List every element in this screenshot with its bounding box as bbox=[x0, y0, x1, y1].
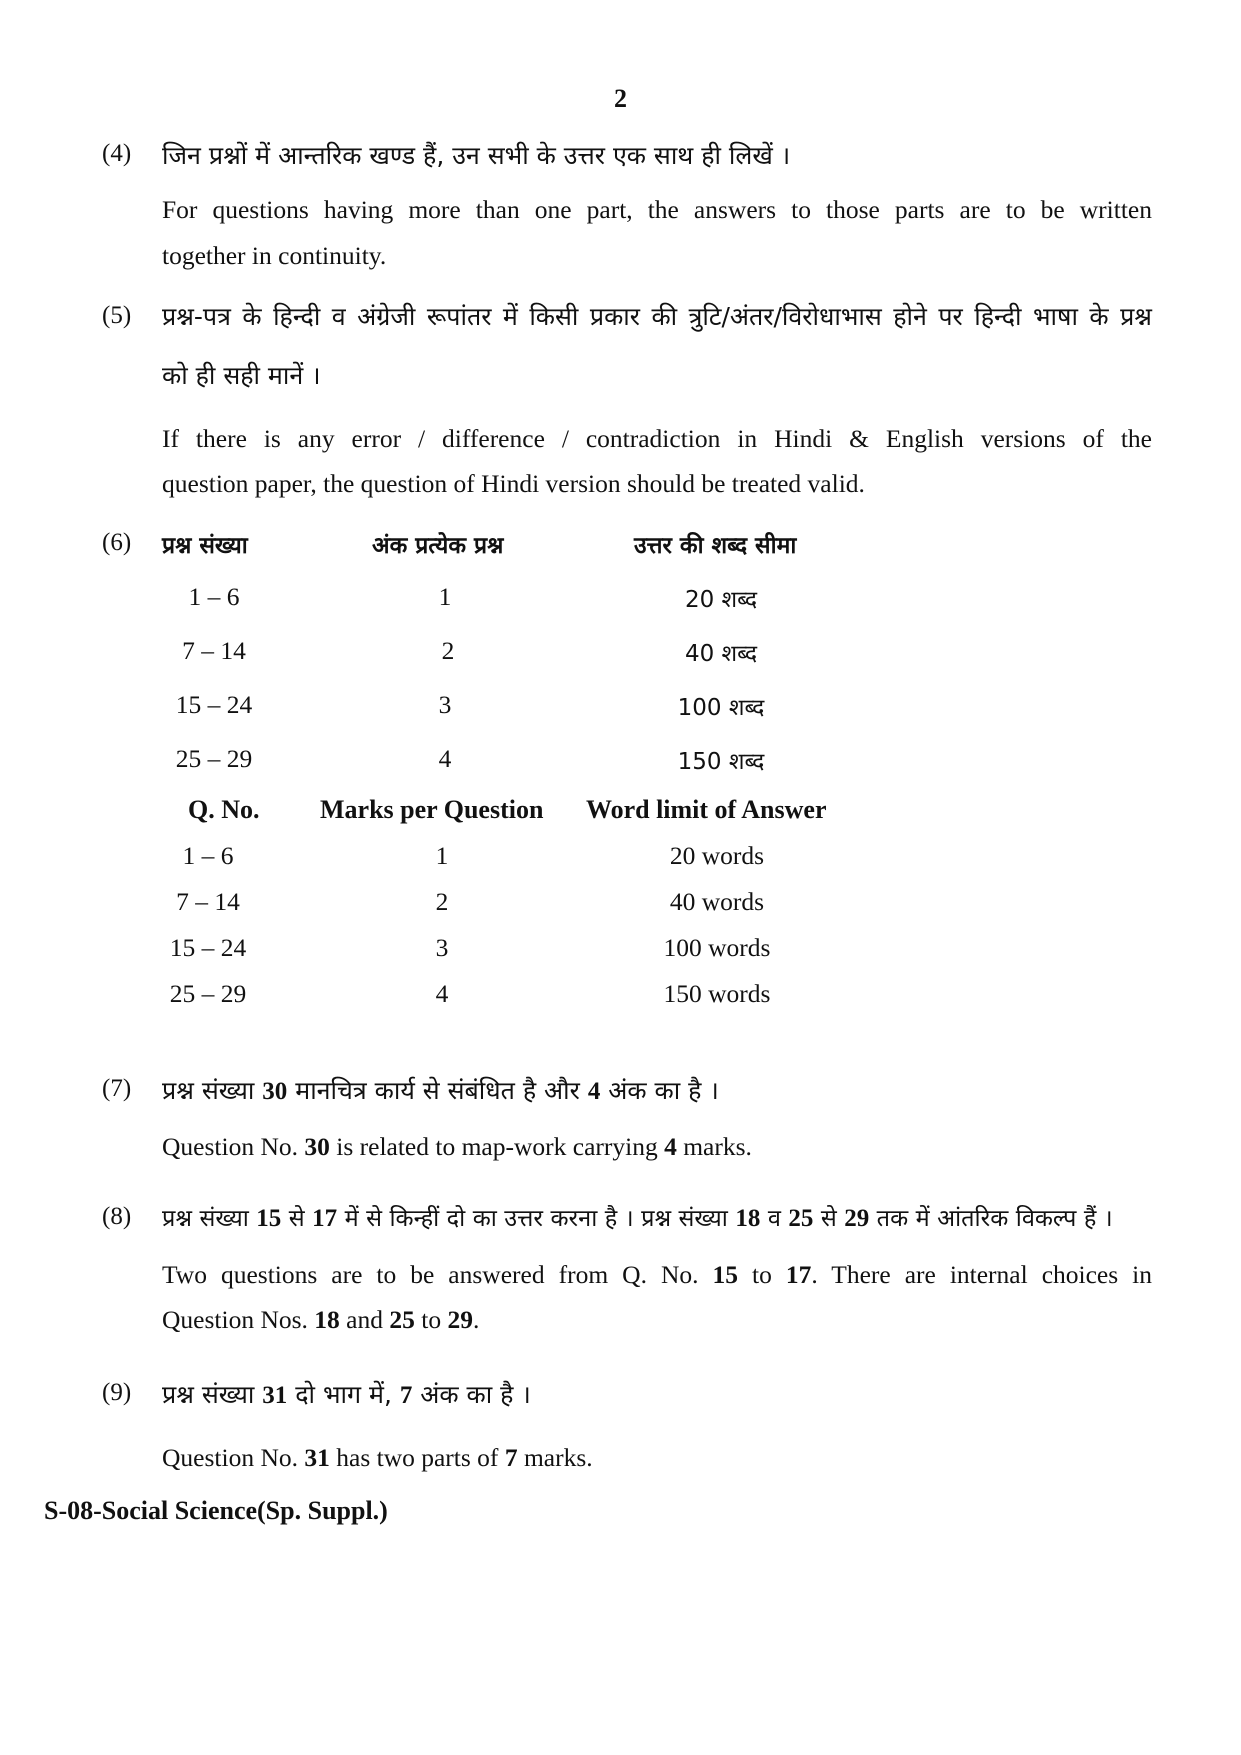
item-number-6: (6) bbox=[102, 529, 132, 556]
text-run: अंक का है । bbox=[600, 1076, 719, 1105]
english-row-2-marks: 2 bbox=[435, 887, 449, 916]
hindi-row-3-marks: 3 bbox=[438, 690, 452, 719]
text-run: has two parts of bbox=[329, 1443, 505, 1472]
english-row-4-limit: 150 words bbox=[663, 979, 771, 1008]
bold-number: 15 bbox=[256, 1205, 282, 1232]
item-7-english bbox=[162, 1132, 752, 1162]
bold-number: 7 bbox=[399, 1382, 413, 1409]
bold-number: 17 bbox=[312, 1205, 338, 1232]
item-5-hindi-line1: प्रश्न-पत्र के हिन्दी व अंग्रेजी रूपांतर में किसी प्रकार की त्रुटि/अंतर/विरोधाभास होने पर हिन्दी भाषा के प्रश्न bbox=[162, 302, 1152, 331]
item-5-english-line2: question paper, the question of Hindi version should be treated valid. bbox=[162, 469, 865, 498]
hindi-row-4-qno: 25 – 29 bbox=[175, 744, 253, 773]
text-run: to bbox=[737, 1260, 786, 1289]
bold-number: 30 bbox=[304, 1132, 330, 1161]
bold-number: 4 bbox=[664, 1132, 677, 1161]
text-run: Two questions are to be answered from Q. No. bbox=[162, 1260, 713, 1289]
text-run: and bbox=[339, 1305, 390, 1334]
bold-number: 31 bbox=[262, 1382, 288, 1409]
text-run: अंक का है । bbox=[412, 1380, 531, 1409]
english-row-3-qno: 15 – 24 bbox=[169, 933, 247, 962]
text-run: प्रश्न संख्या bbox=[162, 1076, 263, 1105]
item-9-english bbox=[162, 1443, 593, 1473]
english-row-4-marks: 4 bbox=[435, 979, 449, 1008]
text-run: to bbox=[414, 1305, 448, 1334]
item-4-hindi: जिन प्रश्नों में आन्तरिक खण्ड हैं, उन सभी के उत्तर एक साथ ही लिखें । bbox=[162, 141, 791, 170]
page-number: 2 bbox=[614, 84, 627, 113]
hindi-row-3-limit: 100 शब्द bbox=[677, 695, 765, 721]
hindi-row-2-marks: 2 bbox=[441, 636, 455, 665]
bold-number: 17 bbox=[785, 1260, 812, 1289]
item-5-english-line1: If there is any error / difference / contradiction in Hindi & English versions of the bbox=[162, 424, 1152, 453]
text-run: . There are internal choices in bbox=[811, 1260, 1152, 1289]
bold-number: 31 bbox=[304, 1443, 330, 1472]
text-run: is related to map-work carrying bbox=[329, 1132, 665, 1161]
english-row-4-qno: 25 – 29 bbox=[169, 979, 247, 1008]
text-run: Question No. bbox=[162, 1443, 305, 1472]
english-row-3-marks: 3 bbox=[435, 933, 449, 962]
text-run: प्रश्न संख्या bbox=[162, 1380, 263, 1409]
hindi-table-header-qno: प्रश्न संख्या bbox=[162, 533, 248, 559]
hindi-row-1-marks: 1 bbox=[438, 582, 452, 611]
item-number-7: (7) bbox=[102, 1075, 132, 1102]
text-run: प्रश्न संख्या bbox=[162, 1204, 257, 1232]
hindi-row-1-limit: 20 शब्द bbox=[684, 587, 758, 613]
english-row-1-marks: 1 bbox=[435, 841, 449, 870]
hindi-row-1-qno: 1 – 6 bbox=[188, 582, 240, 611]
item-9-hindi bbox=[162, 1377, 531, 1411]
english-table-header-marks: Marks per Question bbox=[320, 795, 544, 824]
item-8-english-line2 bbox=[162, 1305, 479, 1335]
text-run: में से किन्हीं दो का उत्तर करना है । प्रश्न संख्या bbox=[337, 1204, 736, 1232]
text-run: तक में आंतरिक विकल्प हैं । bbox=[869, 1204, 1113, 1232]
item-number-5: (5) bbox=[102, 302, 132, 329]
item-number-8: (8) bbox=[102, 1203, 132, 1230]
text-run: मानचित्र कार्य से संबंधित है और bbox=[287, 1076, 588, 1105]
hindi-table-header-marks: अंक प्रत्येक प्रश्न bbox=[372, 533, 504, 559]
item-8-english-line1 bbox=[162, 1260, 1152, 1290]
hindi-row-4-limit: 150 शब्द bbox=[677, 749, 765, 775]
english-table-header-limit: Word limit of Answer bbox=[586, 795, 827, 824]
bold-number: 29 bbox=[447, 1305, 473, 1334]
item-4-english-line2: together in continuity. bbox=[162, 241, 387, 270]
text-run: दो भाग में, bbox=[287, 1380, 400, 1409]
text-run: marks. bbox=[517, 1443, 593, 1472]
text-run: . bbox=[472, 1305, 480, 1334]
english-row-1-qno: 1 – 6 bbox=[182, 841, 234, 870]
text-run: से bbox=[813, 1204, 845, 1232]
hindi-row-2-limit: 40 शब्द bbox=[684, 641, 758, 667]
bold-number: 25 bbox=[788, 1205, 814, 1232]
hindi-row-3-qno: 15 – 24 bbox=[175, 690, 253, 719]
item-number-9: (9) bbox=[102, 1379, 132, 1406]
text-run: marks. bbox=[676, 1132, 752, 1161]
text-run: Question No. bbox=[162, 1132, 305, 1161]
bold-number: 4 bbox=[587, 1078, 601, 1105]
item-number-4: (4) bbox=[102, 140, 132, 167]
item-4-english-line1: For questions having more than one part, the answers to those parts are to be written bbox=[162, 195, 1152, 224]
hindi-row-4-marks: 4 bbox=[438, 744, 452, 773]
item-8-hindi bbox=[162, 1201, 1113, 1233]
english-table-header-qno: Q. No. bbox=[188, 795, 260, 824]
hindi-row-2-qno: 7 – 14 bbox=[182, 636, 246, 665]
bold-number: 25 bbox=[389, 1305, 415, 1334]
english-row-2-limit: 40 words bbox=[669, 887, 765, 916]
paper-code-footer: S-08-Social Science(Sp. Suppl.) bbox=[44, 1496, 388, 1525]
english-row-1-limit: 20 words bbox=[669, 841, 765, 870]
bold-number: 30 bbox=[262, 1078, 288, 1105]
bold-number: 18 bbox=[314, 1305, 340, 1334]
bold-number: 18 bbox=[735, 1205, 761, 1232]
bold-number: 29 bbox=[844, 1205, 870, 1232]
text-run: व bbox=[760, 1204, 789, 1232]
text-run: Question Nos. bbox=[162, 1305, 315, 1334]
bold-number: 15 bbox=[712, 1260, 738, 1289]
text-run: से bbox=[281, 1204, 313, 1232]
bold-number: 7 bbox=[504, 1443, 518, 1472]
item-7-hindi bbox=[162, 1073, 719, 1107]
english-row-2-qno: 7 – 14 bbox=[176, 887, 240, 916]
english-row-3-limit: 100 words bbox=[663, 933, 771, 962]
hindi-table-header-limit: उत्तर की शब्द सीमा bbox=[634, 533, 797, 559]
item-5-hindi-line2: को ही सही मानें । bbox=[162, 361, 321, 390]
